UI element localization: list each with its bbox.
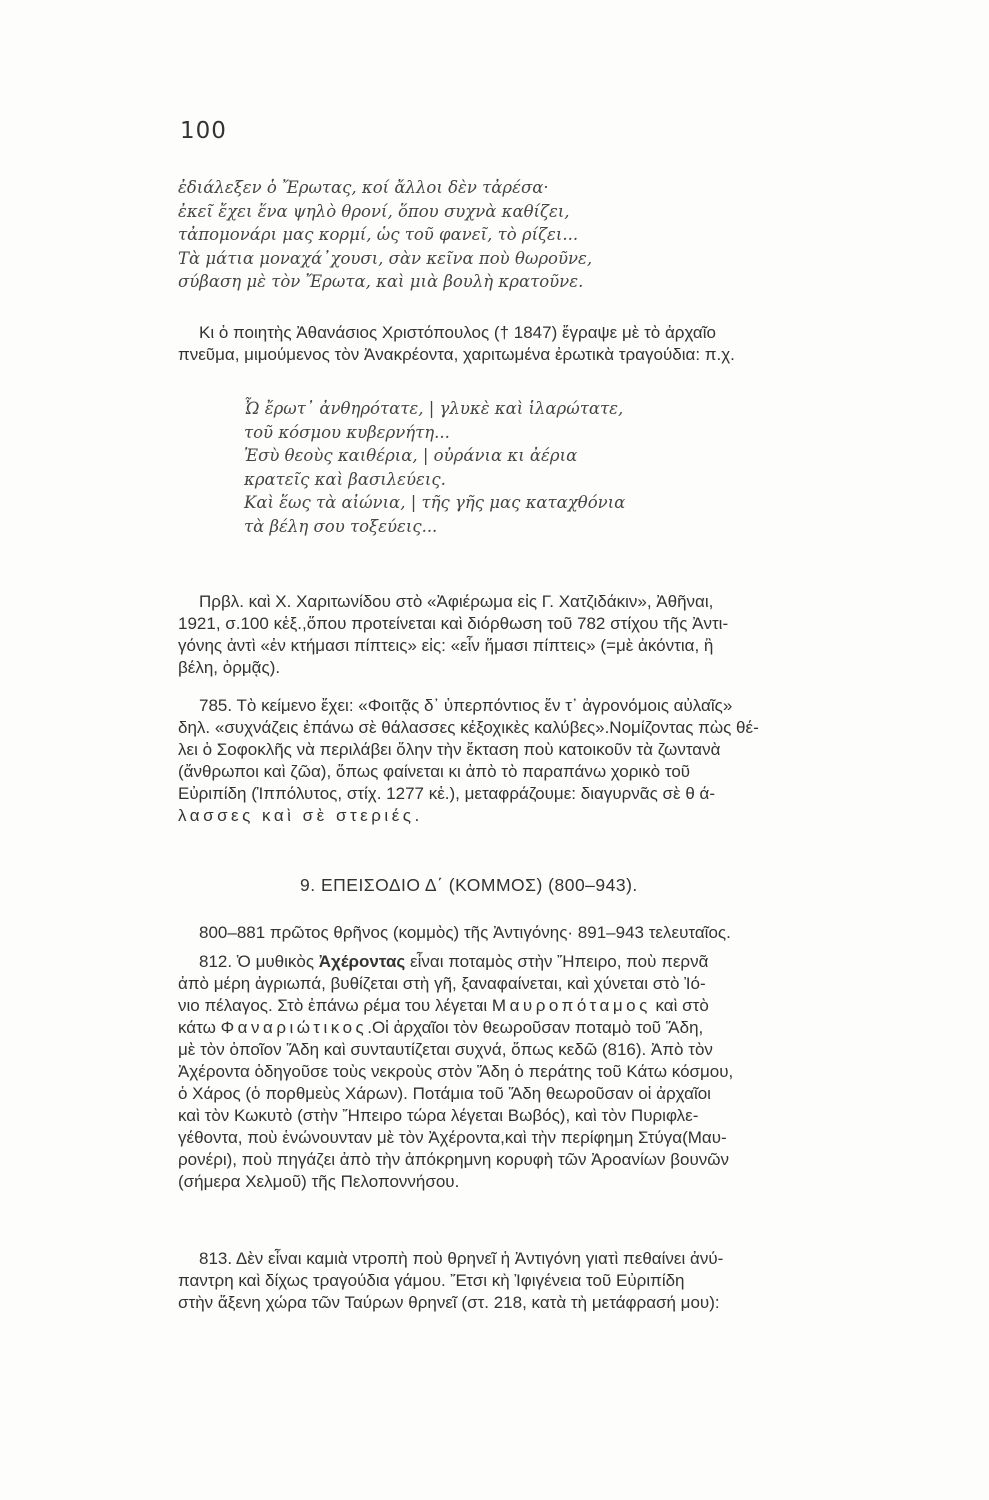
text-line: στὴν ἄξενη χώρα τῶν Ταύρων θρηνεῖ (στ. 218, κατὰ τὴ μετάφρασή μου): [178,1293,720,1312]
verse-line: Τὰ μάτια μοναχά᾽χουσι, σὰν κεῖνα ποὺ θωροῦνε, [178,248,593,268]
text-line: γέθοντα, ποὺ ἑνώνουνταν μὲ τὸν Ἀχέροντα,καὶ τὴν περίφημη Στύγα(Μαυ- [178,1128,727,1147]
text-line: Κι ὁ ποιητὴς Ἀθανάσιος Χριστόπουλος († 1847) ἔγραψε μὲ τὸ ἀρχαῖο [199,323,716,342]
paragraph-charitonidou [178,591,876,679]
text-line [178,951,876,973]
text-line: 1921, σ.100 κἑξ.,ὅπου προτείνεται καὶ διόρθωση τοῦ 782 στίχου τῆς Ἀντι- [178,614,729,633]
text-line: δηλ. «συχνάζεις ἐπάνω σὲ θάλασσες κἐξοχικὲς καλύβες».Νομίζοντας πὼς θέ- [178,718,759,737]
section-heading: 9. ΕΠΕΙΣΟΔΙΟ Δ΄ (ΚΟΜΜΟΣ) (800–943). [300,875,638,895]
verse-block-1 [178,176,876,294]
page-number: 100 [180,118,227,144]
paragraph-christopoulos [178,322,876,366]
verse-line: ἐδιάλεξεν ὁ Ἔρωτας, κοί ἄλλοι δὲν τἀρέσα· [178,178,549,197]
verse-line: τὰ βέλη σου τοξεύεις... [244,516,438,536]
text-line [178,1017,876,1039]
text-line: (ἄνθρωποι καὶ ζῶα), ὅπως φαίνεται κι ἀπὸ τὸ παραπάνω χορικὸ τοῦ [178,762,691,781]
paragraph-800-881 [178,922,876,944]
paragraph-785 [178,695,876,827]
verse-line: τἀπομονάρι μας κορμί, ὡς τοῦ φανεῖ, τὸ ρίζει... [178,225,579,244]
text-line: λασσες καὶ σὲ στεριές. [178,806,423,825]
verse-line: ἐκεῖ ἔχει ἕνα ψηλὸ θρονί, ὅπου συχνὰ καθίζει, [178,201,570,221]
text-line: γόνης ἀντὶ «ἐν κτήμασι πίπτεις» εἰς: «εἶν ἥμασι πίπτεις» (=μὲ ἀκόντια, ἢ [178,636,714,655]
text-line: λει ὁ Σοφοκλῆς νὰ περιλάβει ὅλην τὴν ἔκταση ποὺ κατοικοῦν τὰ ζωντανὰ [178,740,721,759]
paragraph-812 [178,951,876,1193]
text-line: 785. Τὸ κείμενο ἔχει: «Φοιτᾷς δ᾽ ὑπερπόντιος ἔν τ᾽ ἀγρονόμοις αὐλαῖς» [199,696,733,715]
verse-line: τοῦ κόσμου κυβερνήτη... [244,422,450,442]
text-span: νιο πέλαγος. Στὸ ἐπάνω ρέμα του λέγεται [178,996,492,1015]
text-line: ἀπὸ μέρη ἀγριωπά, βυθίζεται στὴ γῆ, ξαναφαίνεται, καὶ χύνεται στὸ Ἰό- [178,974,706,993]
text-line: Ἀχέροντα ὁδηγοῦσε τοὺς νεκροὺς στὸν Ἅδη ὁ περάτης τοῦ Κάτω κόσμου, [178,1062,734,1081]
text-span: .Οἱ ἀρχαῖοι τὸν θεωροῦσαν ποταμὸ τοῦ Ἅδη, [367,1018,704,1037]
emphasis-acheron: Ἀχέροντας [318,952,406,971]
text-span: καὶ στὸ [650,996,709,1015]
verse-line: σύβαση μὲ τὸν Ἔρωτα, καὶ μιὰ βουλὴ κρατοῦνε. [178,272,584,291]
text-line: παντρη καὶ δίχως τραγούδια γάμου. Ἔτσι κὴ Ἰφιγένεια τοῦ Εὐριπίδη [178,1271,685,1290]
verse-block-2 [244,397,864,538]
emphasis-mavropotamos: Μαυροπόταμος [491,996,651,1015]
text-span: κάτω [178,1018,221,1037]
verse-line: Ὦ ἔρωτ᾽ ἀνθηρότατε, | γλυκὲ καὶ ἱλαρώτατε, [244,399,624,418]
verse-line: Ἐσὺ θεοὺς καιθέρια, | οὐράνια κι ἀέρια [244,446,578,465]
text-line: καὶ τὸν Κωκυτὸ (στὴν Ἤπειρο τώρα λέγεται Βωβός), καὶ τὸν Πυριφλε- [178,1106,699,1125]
paragraph-813 [178,1248,876,1314]
text-line: (σήμερα Χελμοῦ) τῆς Πελοποννήσου. [178,1172,460,1191]
text-line: πνεῦμα, μιμούμενος τὸν Ἀνακρέοντα, χαριτωμένα ἐρωτικὰ τραγούδια: π.χ. [178,345,735,364]
text-line: 800–881 πρῶτος θρῆνος (κομμὸς) τῆς Ἀντιγόνης· 891–943 τελευταῖος. [199,923,731,942]
text-line: Πρβλ. καὶ Χ. Χαριτωνίδου στὸ «Ἀφιέρωμα εἰς Γ. Χατζιδάκιν», Ἀθῆναι, [199,592,714,611]
text-span: εἶναι ποταμὸς στὴν Ἤπειρο, ποὺ περνᾶ [405,952,709,971]
text-line: Εὐριπίδη (Ἱππόλυτος, στίχ. 1277 κἑ.), μεταφράζουμε: διαγυρνᾶς σὲ θ ά- [178,784,715,803]
text-line [178,995,876,1017]
verse-line: Καὶ ἕως τὰ αἰώνια, | τῆς γῆς μας καταχθόνια [244,493,626,512]
text-line: μὲ τὸν ὁποῖον Ἅδη καὶ συνταυτίζεται συχνά, ὅπως κεδῶ (816). Ἀπὸ τὸν [178,1040,713,1059]
verse-line: κρατεῖς καὶ βασιλεύεις. [244,469,446,489]
emphasis-fanariotikos: Φαναριώτικος [220,1018,368,1037]
text-line: 813. Δὲν εἶναι καμιὰ ντροπὴ ποὺ θρηνεῖ ἡ Ἀντιγόνη γιατὶ πεθαίνει ἀνύ- [199,1249,724,1268]
text-span: 812. Ὁ μυθικὸς [199,952,319,971]
text-line: ὁ Χάρος (ὁ πορθμεὺς Χάρων). Ποτάμια τοῦ Ἅδη θεωροῦσαν οἱ ἀρχαῖοι [178,1084,711,1103]
text-line: βέλη, ὁρμᾷς). [178,658,281,677]
text-line: ρονέρι), ποὺ πηγάζει ἀπὸ τὴν ἀπόκρημνη κορυφὴ τῶν Ἀροανίων βουνῶν [178,1150,730,1169]
